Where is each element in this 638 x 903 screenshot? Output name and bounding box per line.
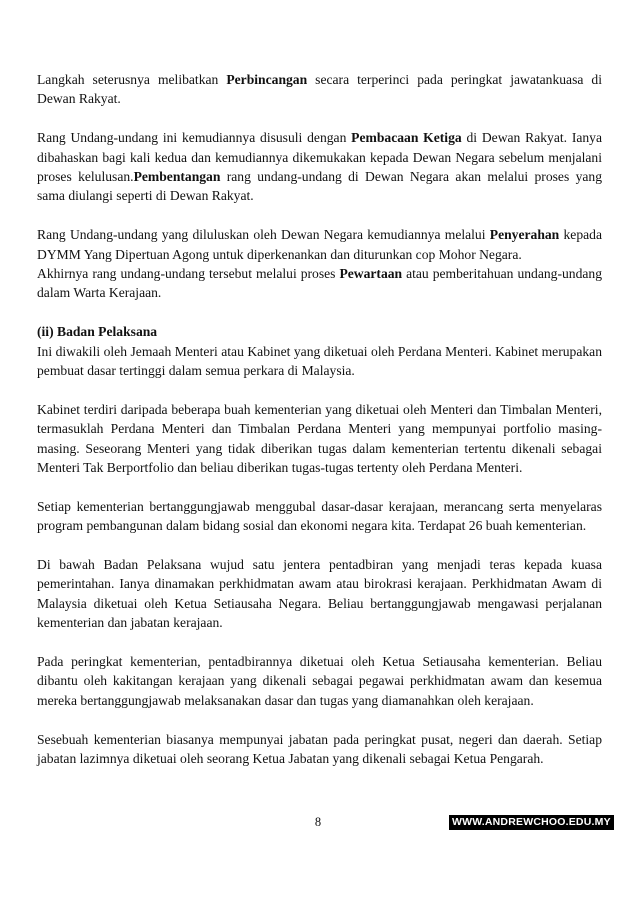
text-run: Akhirnya rang undang-undang tersebut melalui proses bbox=[37, 266, 340, 282]
bold-term: (ii) Badan Pelaksana bbox=[37, 324, 158, 340]
text-run: rang undang-undang di Dewan Negara akan melalui proses yang sama diulangi seperti di Dewan Rakyat. bbox=[37, 169, 602, 204]
paragraph bbox=[37, 730, 602, 769]
bold-term: Pembentangan bbox=[133, 169, 221, 185]
paragraph bbox=[37, 128, 602, 206]
document-body bbox=[37, 70, 602, 788]
bold-term: Pewartaan bbox=[339, 266, 403, 282]
bold-term: Pembacaan Ketiga bbox=[351, 130, 462, 146]
text-run: di Dewan Rakyat. Ianya dibahaskan bagi kali kedua dan kemudiannya dikemukakan kepada Dewan Negara sebelum menjalani proses kelulusan. bbox=[37, 130, 603, 185]
page-number: 8 bbox=[314, 815, 322, 829]
paragraph bbox=[37, 264, 602, 303]
footer-website-label: WWW.ANDREWCHOO.EDU.MY bbox=[449, 815, 614, 830]
text-run: Langkah seterusnya melibatkan bbox=[37, 72, 227, 87]
paragraph bbox=[37, 652, 602, 710]
text-run: atau pemberitahuan undang-undang dalam Warta Kerajaan. bbox=[37, 266, 603, 301]
text-run: Pada peringkat kementerian, pentadbirannya diketuai oleh Ketua Setiausaha kementerian. Beliau dibantu oleh kakitangan kerajaan yang dikenali sebagai pegawai perkhidmatan awam dan kesemua mereka bertanggungjawab melaksanakan dasar dan tugas yang diamanahkan oleh kerajaan. bbox=[37, 654, 602, 708]
text-run: Rang Undang-undang ini kemudiannya disusuli dengan bbox=[37, 130, 352, 146]
text-run: Sesebuah kementerian biasanya mempunyai jabatan pada peringkat pusat, negeri dan daerah. Setiap jabatan lazimnya diketuai oleh seorang Ketua Jabatan yang dikenali sebagai Ketua Pengarah. bbox=[37, 731, 602, 767]
text-run: Setiap kementerian bertanggungjawab menggubal dasar-dasar kerajaan, merancang serta menyelaras program pembangunan dalam bidang sosial dan ekonomi negara kita. Terdapat 26 buah kementerian. bbox=[37, 498, 602, 534]
text-run: Ini diwakili oleh Jemaah Menteri atau Kabinet yang diketuai oleh Perdana Menteri. Kabinet merupakan pembuat dasar tertinggi dalam semua perkara di Malaysia. bbox=[37, 343, 602, 379]
paragraph bbox=[37, 400, 602, 478]
paragraph bbox=[37, 225, 602, 264]
bold-term: Penyerahan bbox=[489, 227, 560, 243]
text-run: kepada DYMM Yang Dipertuan Agong untuk diperkenankan dan diturunkan cop Mohor Negara. bbox=[37, 227, 602, 262]
text-run: secara terperinci pada peringkat jawatankuasa di Dewan Rakyat. bbox=[37, 72, 602, 107]
text-run: Di bawah Badan Pelaksana wujud satu jentera pentadbiran yang menjadi teras kepada kuasa pemerintahan. Ianya dinamakan perkhidmatan awam atau birokrasi kerajaan. Perkhidmatan Awam di Malaysia diketuai oleh Ketua Setiausaha Negara. Beliau bertanggungjawab mengawasi perjalanan kementerian dan jabatan kerajaan. bbox=[37, 557, 602, 631]
text-run: Kabinet terdiri daripada beberapa buah kementerian yang diketuai oleh Menteri dan Timbalan Menteri, termasuklah Perdana Menteri dan Timbalan Perdana Menteri yang mempunyai portfolio masing-masing. Seseorang Menteri yang tidak diberikan tugas dalam kementerian tertentu dikenali sebagai Menteri Tak Berportfolio dan beliau diberikan tugas-tugas tertenty oleh Perdana Menteri. bbox=[37, 401, 602, 476]
section-heading bbox=[37, 322, 602, 341]
paragraph bbox=[37, 497, 602, 536]
paragraph bbox=[37, 555, 602, 633]
paragraph bbox=[37, 70, 602, 109]
text-run: Rang Undang-undang yang diluluskan oleh Dewan Negara kemudiannya melalui bbox=[37, 227, 490, 243]
paragraph bbox=[37, 342, 602, 381]
bold-term: Perbincangan bbox=[226, 72, 308, 87]
